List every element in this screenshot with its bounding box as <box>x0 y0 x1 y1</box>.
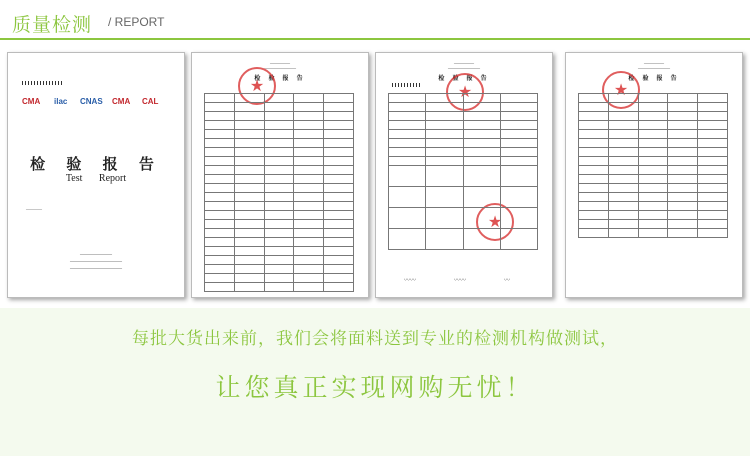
signature-image: 〰〰 <box>454 277 467 284</box>
report-table <box>388 93 538 250</box>
section-subtitle: / REPORT <box>108 15 165 29</box>
report-table <box>578 93 728 238</box>
slogan-line-2: 让您真正实现网购无忧！ <box>215 373 535 402</box>
red-seal-icon: ★ <box>602 71 640 109</box>
cover-title: 检 验 报 告 <box>30 155 162 173</box>
cnas-logo: CNAS <box>80 97 103 106</box>
report-cover-image <box>7 52 185 298</box>
ilac-logo: ilac <box>54 97 68 106</box>
red-seal-icon: ★ <box>238 67 276 105</box>
report-page-image: __________ ________________ 检 验 报 告 ★ <box>191 52 369 298</box>
slogan-line-1: 每批大货出来前，我们会将面料送到专业的检测机构做测试， <box>132 329 618 349</box>
report-page-title: 检 验 报 告 <box>254 75 306 82</box>
report-page-title: 检 验 报 告 <box>438 75 490 82</box>
report-gallery <box>0 40 750 308</box>
section-title: 质量检测 <box>12 14 93 36</box>
cma-logo: CMA <box>22 97 41 106</box>
report-page-image: __________ ________________ 检 验 报 告 ★ <box>565 52 743 298</box>
cover-title-en: Test Report <box>65 173 127 184</box>
report-table <box>204 93 354 292</box>
red-seal-icon: ★ <box>446 73 484 111</box>
section-header <box>0 0 750 40</box>
barcode-image <box>392 83 422 87</box>
certification-logos <box>22 97 172 119</box>
red-seal-icon: ★ <box>476 203 514 241</box>
signature-image: 〰 <box>504 277 511 284</box>
barcode-image <box>22 81 62 85</box>
signature-image: 〰〰 <box>404 277 417 284</box>
cma-logo: CMA <box>112 97 131 106</box>
report-page-title: 检 验 报 告 <box>628 75 680 82</box>
report-page-image: __________ ________________ 检 验 报 告 ★ ★ 〰〰 〰〰 〰 <box>375 52 553 298</box>
cal-logo: CAL <box>142 97 159 106</box>
report-number-line: ________ <box>26 205 42 210</box>
issuing-bureau-block: ________________ __________________________ __________________________ <box>70 250 122 269</box>
